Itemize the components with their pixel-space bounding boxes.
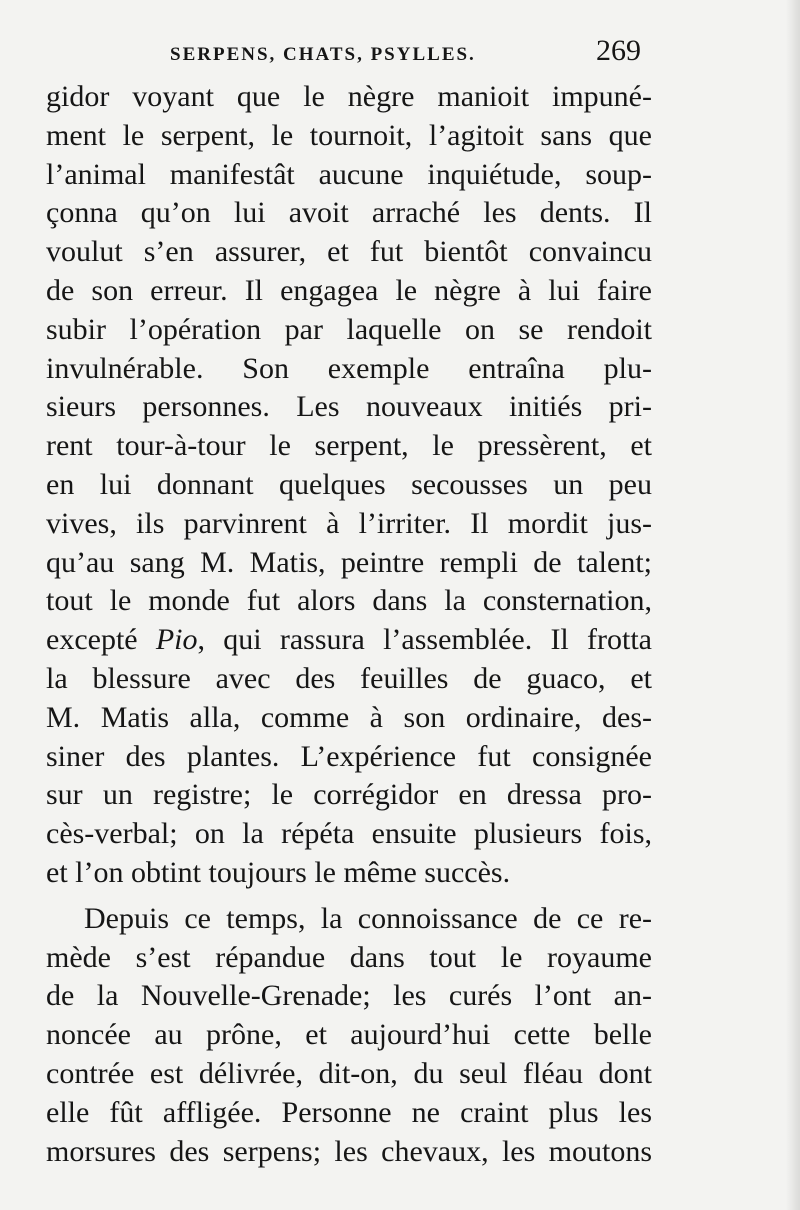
- text-line: l’animal manifestât aucune inquiétude, soup-: [46, 157, 652, 191]
- text-line: rent tour-à-tour le serpent, le pressèrent, et: [46, 429, 652, 463]
- page-number: 269: [596, 34, 641, 67]
- paragraph-1: [46, 78, 652, 893]
- text-line: sur un registre; le corrégidor en dressa pro-: [46, 778, 652, 812]
- text-line: siner des plantes. L’expérience fut consignée: [46, 739, 652, 773]
- text-line: contrée est délivrée, dit-on, du seul fléau dont: [46, 1056, 652, 1090]
- text-line: çonna qu’on lui avoit arraché les dents. Il: [46, 196, 652, 230]
- text-line: invulnérable. Son exemple entraîna plu-: [46, 351, 652, 385]
- text-line: morsures des serpens; les chevaux, les moutons: [46, 1134, 652, 1168]
- text-line: noncée au prône, et aujourd’hui cette belle: [46, 1018, 652, 1052]
- text-line: de la Nouvelle-Grenade; les curés l’ont an-: [46, 979, 652, 1013]
- text-line: qu’au sang M. Matis, peintre rempli de talent;: [46, 545, 652, 579]
- text-line: cès-verbal; on la répéta ensuite plusieurs fois,: [46, 817, 652, 851]
- text-line: voulut s’en assurer, et fut bientôt convaincu: [46, 235, 652, 269]
- body-text: [46, 78, 652, 1171]
- text-line: vives, ils parvinrent à l’irriter. Il mordit jus-: [46, 506, 652, 540]
- text-line: subir l’opération par laquelle on se rendoit: [46, 312, 652, 346]
- text-line: elle fût affligée. Personne ne craint plus les: [46, 1095, 652, 1129]
- italic-name: Pio: [155, 623, 198, 657]
- text-line: et l’on obtint toujours le même succès.: [46, 855, 511, 889]
- text-line: Depuis ce temps, la connoissance de ce re-: [84, 901, 652, 935]
- text-line: de son erreur. Il engagea le nègre à lui faire: [46, 273, 652, 307]
- text-line: la blessure avec des feuilles de guaco, et: [46, 661, 652, 695]
- text-line: ment le serpent, le tournoit, l’agitoit sans que: [46, 118, 652, 152]
- text-line: sieurs personnes. Les nouveaux initiés pri-: [46, 390, 652, 424]
- text-line: gidor voyant que le nègre manioit impuné-: [46, 80, 652, 113]
- text-line: tout le monde fut alors dans la consternation,: [46, 584, 652, 618]
- text-line: en lui donnant quelques secousses un peu: [46, 467, 652, 501]
- text-line: mède s’est répandue dans tout le royaume: [46, 940, 652, 974]
- text-line: M. Matis alla, comme à son ordinaire, des-: [46, 700, 652, 734]
- paragraph-2: [46, 900, 652, 1172]
- running-head: SERPENS, CHATS, PSYLLES.: [170, 44, 476, 65]
- text-line: excepté Pio, qui rassura l’assemblée. Il frotta: [46, 623, 652, 657]
